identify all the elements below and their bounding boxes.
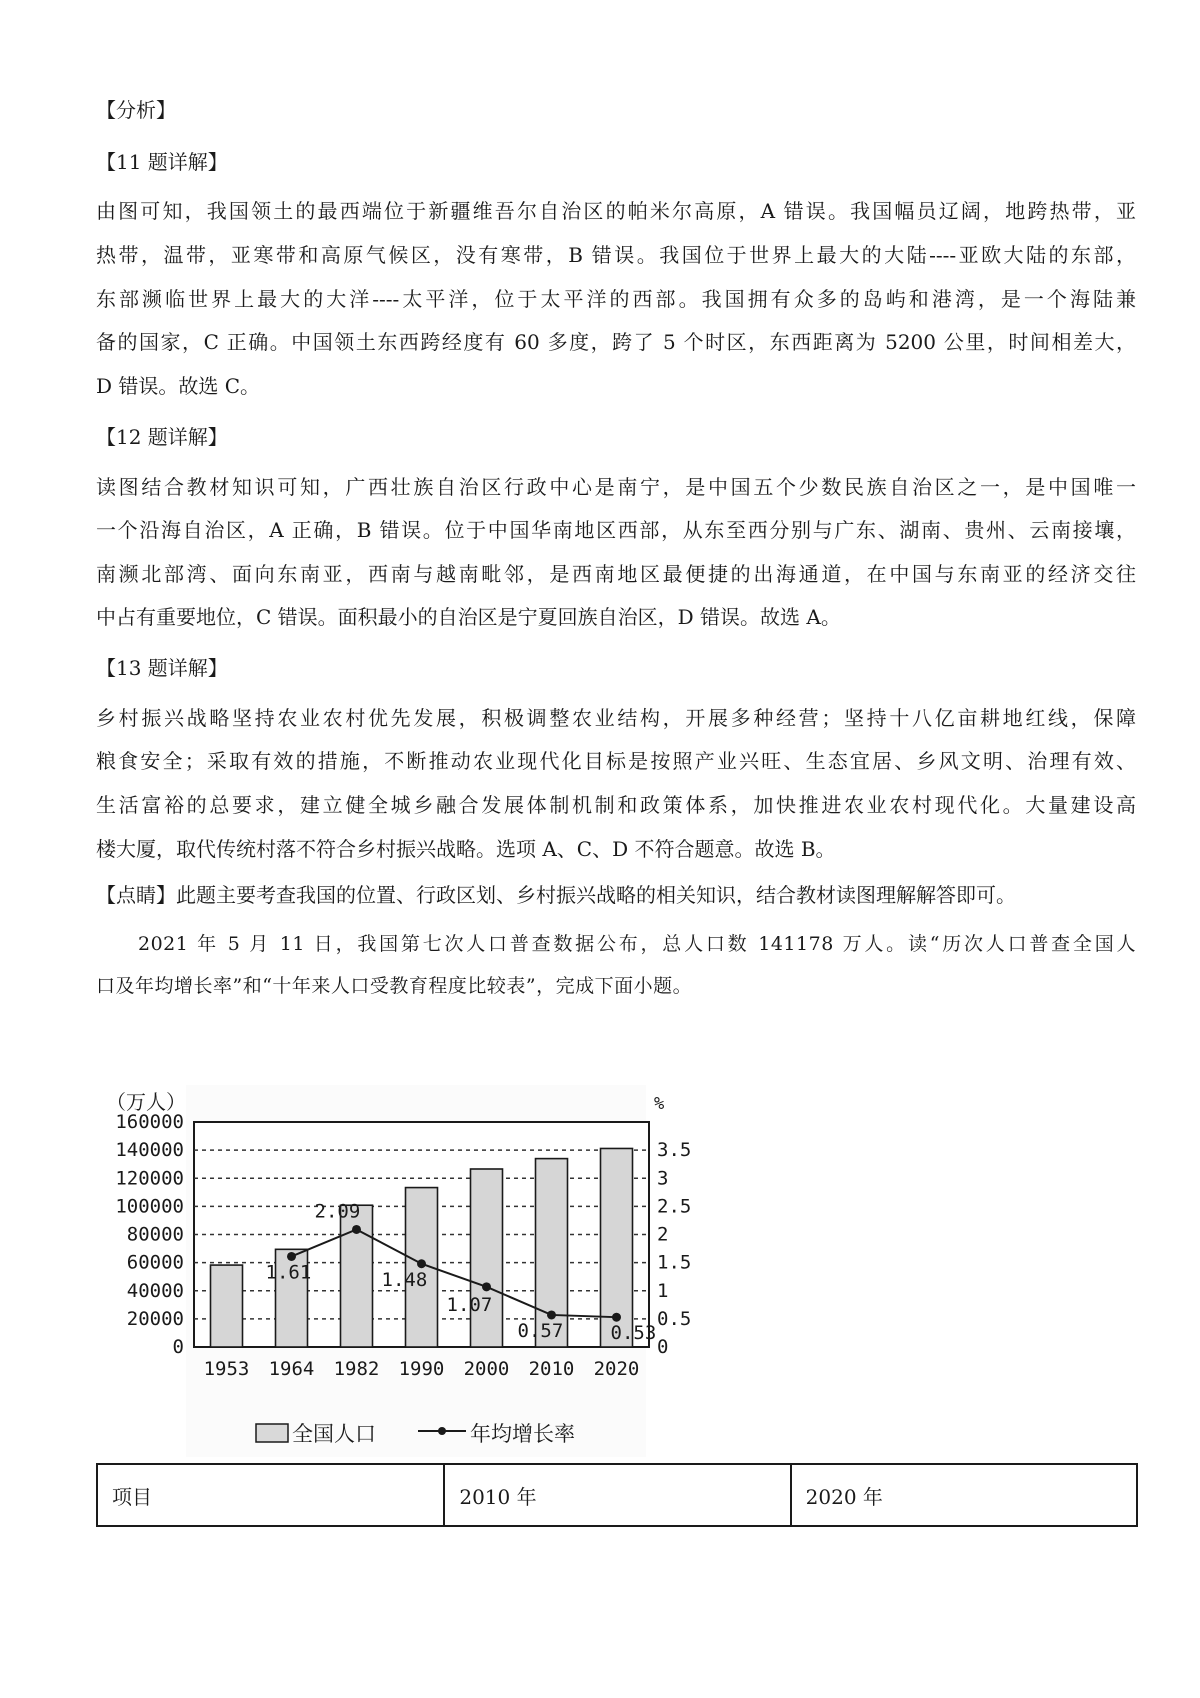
table-header-2020: 2020 年 — [791, 1464, 1137, 1526]
left-axis-ticks — [115, 1111, 184, 1358]
q13-line: 生活富裕的总要求，建立健全城乡融合发展体制机制和政策体系，加快推进农业农村现代化。大量建设高 — [96, 793, 1136, 817]
right-tick-label: 1.5 — [657, 1251, 692, 1274]
growth-rate-point — [612, 1313, 621, 1322]
right-tick-label: 2 — [657, 1223, 669, 1246]
q12-line: 一个沿海自治区，A 正确，B 错误。位于中国华南地区西部，从东至西分别与广东、湖南、贵州、云南接壤， — [96, 518, 1136, 542]
right-tick-label: 3.5 — [657, 1139, 692, 1162]
q11-line: 备的国家，C 正确。中国领土东西跨经度有 60 多度，跨了 5 个时区，东西距离为 5200 公里，时间相差大， — [96, 330, 1136, 354]
right-tick-label: 0.5 — [657, 1307, 692, 1330]
growth-rate-point — [417, 1259, 426, 1268]
population-chart — [96, 1085, 736, 1457]
growth-rate-label: 2.09 — [314, 1200, 361, 1223]
q13-line: 粮食安全；采取有效的措施，不断推动农业现代化目标是按照产业兴旺、生态宜居、乡风文明、治理有效、 — [96, 749, 1136, 773]
x-axis-ticks — [204, 1358, 640, 1380]
x-tick-label: 2000 — [463, 1358, 510, 1380]
population-bar — [471, 1169, 503, 1347]
growth-rate-point — [482, 1282, 491, 1291]
intro-line: 2021 年 5 月 11 日，我国第七次人口普查数据公布，总人口数 141178 万人。读“历次人口普查全国人 — [138, 933, 1136, 955]
left-axis-unit: （万人） — [106, 1090, 186, 1114]
left-tick-label: 80000 — [126, 1223, 184, 1246]
left-tick-label: 60000 — [126, 1251, 184, 1274]
growth-rate-point — [287, 1252, 296, 1261]
q12-line: 读图结合教材知识可知，广西壮族自治区行政中心是南宁，是中国五个少数民族自治区之一，是中国唯一 — [96, 475, 1136, 499]
growth-rate-point — [547, 1310, 556, 1319]
legend-line-marker — [438, 1427, 446, 1435]
analysis-heading: 【分析】 — [96, 98, 176, 122]
table-header-item: 项目 — [97, 1464, 444, 1526]
q11-line: 由图可知，我国领土的最西端位于新疆维吾尔自治区的帕米尔高原，A 错误。我国幅员辽阔，地跨热带，亚 — [96, 199, 1136, 223]
right-axis-ticks — [657, 1139, 691, 1358]
growth-rate-label: 1.48 — [381, 1268, 428, 1291]
comment-paragraph: 【点睛】此题主要考查我国的位置、行政区划、乡村振兴战略的相关知识，结合教材读图理解解答即可。 — [96, 883, 1016, 907]
legend-bar-swatch — [256, 1424, 288, 1442]
right-tick-label: 1 — [657, 1279, 669, 1302]
legend-line-label: 年均增长率 — [470, 1422, 575, 1446]
left-tick-label: 160000 — [115, 1111, 184, 1133]
population-bar — [211, 1265, 243, 1347]
right-tick-label: 2.5 — [657, 1195, 692, 1218]
q13-line: 乡村振兴战略坚持农业农村优先发展，积极调整农业结构，开展多种经营；坚持十八亿亩耕地红线，保障 — [96, 706, 1136, 730]
x-tick-label: 1982 — [333, 1358, 380, 1380]
growth-rate-label: 0.57 — [517, 1319, 564, 1342]
education-table — [96, 1463, 1138, 1527]
growth-rate-label: 0.53 — [610, 1322, 657, 1345]
q12-line: 南濒北部湾、面向东南亚，西南与越南毗邻，是西南地区最便捷的出海通道，在中国与东南亚的经济交往 — [96, 562, 1136, 586]
q11-line: D 错误。故选 C。 — [96, 374, 261, 398]
q12-heading: 【12 题详解】 — [96, 425, 228, 449]
intro-line: 口及年均增长率”和“十年来人口受教育程度比较表”，完成下面小题。 — [96, 975, 693, 997]
right-tick-label: 3 — [657, 1167, 669, 1190]
right-tick-label: 0 — [657, 1336, 669, 1358]
growth-rate-point — [352, 1225, 361, 1234]
q13-line: 楼大厦，取代传统村落不符合乡村振兴战略。选项 A、C、D 不符合题意。故选 B。 — [96, 837, 836, 861]
left-tick-label: 40000 — [126, 1279, 184, 1302]
x-tick-label: 2010 — [528, 1358, 575, 1380]
q12-line: 中占有重要地位，C 错误。面积最小的自治区是宁夏回族自治区，D 错误。故选 A。 — [96, 605, 841, 629]
x-tick-label: 2020 — [593, 1358, 640, 1380]
x-tick-label: 1953 — [203, 1358, 250, 1380]
left-tick-label: 140000 — [115, 1139, 184, 1162]
left-tick-label: 0 — [172, 1336, 184, 1358]
x-tick-label: 1964 — [268, 1358, 315, 1380]
q11-heading: 【11 题详解】 — [96, 150, 228, 174]
left-tick-label: 20000 — [126, 1307, 184, 1330]
right-axis-unit: % — [654, 1094, 665, 1114]
q11-line: 东部濒临世界上最大的大洋----太平洋，位于太平洋的西部。我国拥有众多的岛屿和港湾，是一个海陆兼 — [96, 287, 1136, 311]
left-tick-label: 100000 — [115, 1195, 184, 1218]
left-tick-label: 120000 — [115, 1167, 184, 1190]
table-header-2010: 2010 年 — [444, 1464, 790, 1526]
q13-heading: 【13 题详解】 — [96, 656, 228, 680]
legend-bar-label: 全国人口 — [292, 1422, 376, 1446]
growth-rate-label: 1.07 — [446, 1293, 493, 1316]
growth-rate-label: 1.61 — [265, 1261, 312, 1284]
x-tick-label: 1990 — [398, 1358, 445, 1380]
q11-line: 热带，温带，亚寒带和高原气候区，没有寒带，B 错误。我国位于世界上最大的大陆----亚欧大陆的东部， — [96, 243, 1136, 267]
table-row — [97, 1464, 1137, 1526]
